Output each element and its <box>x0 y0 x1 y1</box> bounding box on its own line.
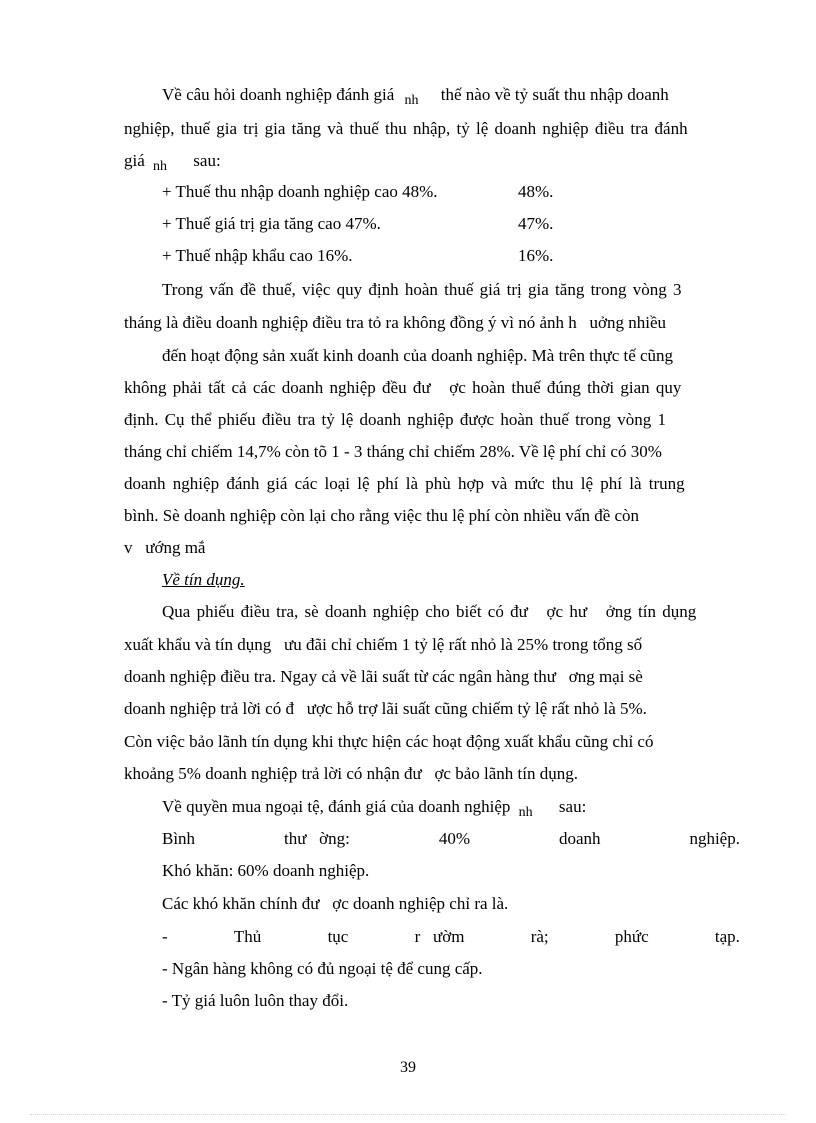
page-number: 39 <box>400 1059 416 1076</box>
paragraph-2-line-6: tháng chỉ chiếm 14,7% còn tõ 1 - 3 tháng chỉ chiếm 28%. Về lệ phí chỉ có 30% <box>124 442 662 461</box>
paragraph-2-line-2: tháng là điều doanh nghiệp điều tra tỏ ra không đồng ý vì nó ảnh h uởng nhiều <box>124 313 667 332</box>
paragraph-2-line-9: v ướng mắ <box>124 538 206 557</box>
tax-item-label: + Thuế thu nhập doanh nghiệp cao 48%. <box>162 182 438 201</box>
tax-item-label: + Thuế nhập khẩu cao 16%. <box>162 246 353 265</box>
paragraph-2-line-1: Trong vấn đề thuế, việc quy định hoàn thuế giá trị gia tăng trong vòng 3 <box>162 280 682 299</box>
paragraph-2-line-3: đến hoạt động sản xuất kinh doanh của doanh nghiệp. Mà trên thực tế cũng <box>162 346 674 365</box>
tax-item-label: + Thuế giá trị gia tăng cao 47%. <box>162 214 381 233</box>
difficult-assessment: Khó khăn: 60% doanh nghiệp. <box>162 861 370 880</box>
section-heading-credit: Về tín dụng. <box>162 570 245 589</box>
paragraph-1-line-1: Về câu hỏi doanh nghiệp đánh giá $_{nh}$ thế nào về tỷ suất thu nhập doanh <box>162 85 669 108</box>
procedure-row: - Thủ tục r ườm rà; phức tạp. <box>162 927 740 946</box>
paragraph-3-line-4: doanh nghiệp trả lời có đ ược hỗ trợ lãi suất cũng chiếm tỷ lệ rất nhỏ là 5%. <box>124 699 647 718</box>
tax-item-value: 48%. <box>518 182 554 201</box>
tax-item-value: 47%. <box>518 214 554 233</box>
paragraph-1-line-2: nghiệp, thuế gia trị gia tăng và thuế thu nhập, tỷ lệ doanh nghiệp điều tra đánh <box>124 119 688 138</box>
paragraph-2-line-7: doanh nghiệp đánh giá các loại lệ phí là phù hợp và mức thu lệ phí là trung <box>124 474 685 493</box>
normal-assessment-row: Bình thư ờng: 40% doanh nghiệp. <box>162 829 740 848</box>
reasons-intro: Các khó khăn chính đư ợc doanh nghiệp chỉ ra là. <box>162 894 509 913</box>
paragraph-2-line-5: định. Cụ thể phiếu điều tra tỷ lệ doanh nghiệp được hoàn thuế trong vòng 1 <box>124 410 667 429</box>
paragraph-4-line-1: Về quyền mua ngoại tệ, đánh giá của doanh nghiệp $_{nh}$ sau: <box>162 797 587 820</box>
tax-item-value: 16%. <box>518 246 554 265</box>
paragraph-2-line-4: không phải tất cả các doanh nghiệp đều đư ợc hoàn thuế đúng thời gian quy <box>124 378 682 397</box>
paragraph-1-line-3: giá $_{nh}$ sau: <box>124 151 221 174</box>
paragraph-3-line-2: xuất khẩu và tín dụng ưu đãi chỉ chiếm 1 tỷ lệ rất nhỏ là 25% trong tổng số <box>124 635 643 654</box>
exchange-rate-reason: - Tỷ giá luôn luôn thay đổi. <box>162 991 349 1010</box>
paragraph-3-line-1: Qua phiếu điều tra, sè doanh nghiệp cho biết có đư ợc hư ởng tín dụng <box>162 602 697 621</box>
paragraph-3-line-5: Còn việc bảo lãnh tín dụng khi thực hiện các hoạt động xuất khẩu cũng chỉ có <box>124 732 654 751</box>
paragraph-3-line-6: khoảng 5% doanh nghiệp trả lời có nhận đư ợc bảo lãnh tín dụng. <box>124 764 578 783</box>
bottom-divider <box>30 1114 786 1115</box>
paragraph-2-line-8: bình. Sè doanh nghiệp còn lại cho rằng việc thu lệ phí còn nhiều vấn đề còn <box>124 506 640 525</box>
paragraph-3-line-3: doanh nghiệp điều tra. Ngay cả về lãi suất từ các ngân hàng thư ơng mại sè <box>124 667 643 686</box>
bank-reason: - Ngân hàng không có đủ ngoại tệ để cung cấp. <box>162 959 483 978</box>
